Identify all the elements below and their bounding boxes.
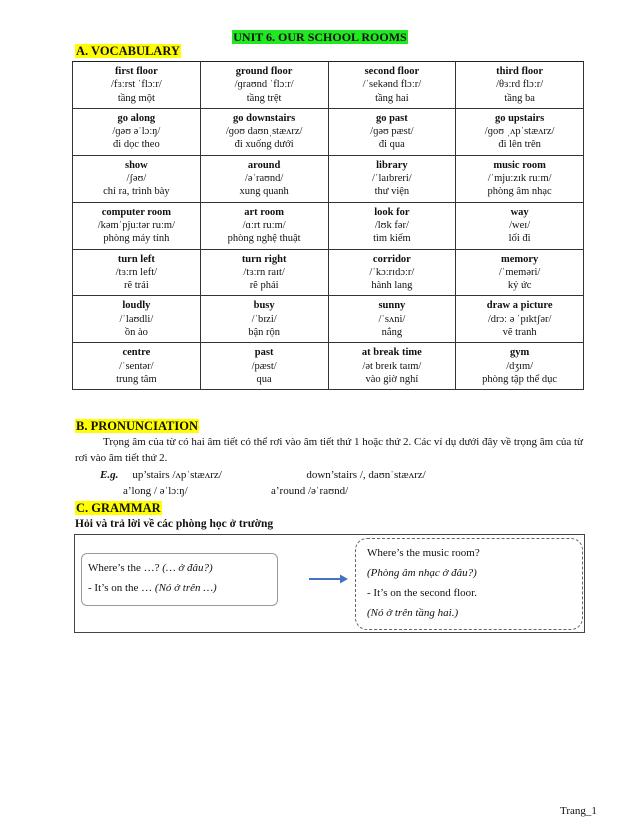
vocab-cell [73,249,201,296]
vocab-ipa: /ɡoʊ ˌʌpˈstæʌrz/ [484,126,555,138]
vocab-meaning: vẽ tranh [502,327,537,339]
vocab-word: second floor [364,66,420,77]
vocab-cell [456,296,584,343]
example-along: a’long / əˈlɔːŋ/ [123,485,188,497]
vocab-ipa: /kəmˈpjuːtər ruːm/ [97,219,176,231]
vocab-cell [200,108,328,155]
vocab-meaning: tầng hai [375,92,409,104]
vocab-word: music room [493,159,546,171]
vocab-meaning: thư viện [374,186,410,198]
vocab-cell [200,202,328,249]
vocab-word: show [124,159,148,171]
page-number: Trang_1 [560,805,597,817]
vocab-word: way [510,206,529,218]
vocab-meaning: trung tâm [116,373,157,385]
vocab-meaning: đi dọc theo [113,139,160,151]
pattern-box [81,553,278,606]
vocabulary-heading: A. VOCABULARY [76,44,180,58]
vocab-ipa: /ˈkɔːrɪdɔːr/ [369,266,415,278]
vocab-cell [73,108,201,155]
arrow-right-icon [309,573,349,585]
example-question: Where’s the music room? [367,547,480,559]
vocab-cell [328,108,456,155]
vocab-row [73,62,584,109]
vocab-meaning: đi lên trên [498,139,541,151]
vocab-meaning: phòng máy tính [103,233,170,245]
vocab-ipa: /fɜːrst ˈflɔːr/ [110,79,162,91]
vocab-word: loudly [122,300,151,312]
vocab-cell [200,296,328,343]
vocab-ipa: /ˈbɪzi/ [251,313,277,325]
vocab-word: first floor [114,66,158,77]
grammar-subheading: Hỏi và trả lời về các phòng học ở trường [75,518,274,530]
vocab-word: turn right [241,253,287,265]
vocab-meaning: rẽ phải [249,280,279,292]
vocab-meaning: tầng một [117,92,155,104]
example-line-1 [100,468,426,482]
vocab-meaning: xung quanh [239,186,289,198]
pattern-answer: - It’s on the … (Nó ở trên …) [88,582,217,594]
vocab-ipa: /dʒɪm/ [506,360,534,372]
vocab-cell [328,155,456,202]
example-box [355,538,583,630]
vocab-meaning: ồn ào [124,327,148,339]
vocab-cell [328,296,456,343]
vocab-ipa: /lʊk fər/ [374,219,409,231]
vocab-ipa: /ˈsentər/ [119,360,154,372]
example-line-2 [123,484,348,498]
vocab-word: centre [122,347,151,359]
vocab-word: draw a picture [486,300,553,312]
vocab-meaning: phòng nghệ thuật [227,233,301,245]
vocab-ipa: /ˈmeməri/ [498,266,541,278]
example-label: E.g. [100,469,119,481]
vocab-row [73,202,584,249]
vocab-row [73,343,584,390]
vocab-ipa: /ˈlaʊdli/ [119,313,154,325]
vocab-cell [73,155,201,202]
vocab-meaning: ký ức [507,280,532,292]
example-answer: - It’s on the second floor. [367,587,477,599]
vocab-row [73,249,584,296]
vocab-cell [456,155,584,202]
vocab-ipa: /ɑːrt ruːm/ [242,219,286,231]
vocab-meaning: qua [256,373,272,385]
vocab-word: memory [500,253,539,265]
vocab-cell [456,202,584,249]
vocab-ipa: /tɜːrn left/ [115,266,158,278]
vocab-cell [73,343,201,390]
vocab-cell [328,62,456,109]
vocab-meaning: đi qua [378,139,405,151]
vocab-word: go past [375,112,408,124]
vocab-word: sunny [378,300,406,312]
vocab-ipa: /ˈlaɪbreri/ [372,173,412,185]
vocab-ipa: /ɡraʊnd ˈflɔːr/ [234,79,294,91]
vocab-word: around [247,159,281,171]
vocab-meaning: bận rộn [248,327,281,339]
example-answer-vi: (Nó ở trên tầng hai.) [367,607,459,619]
vocab-ipa: /tɜːrn raɪt/ [243,266,285,278]
vocab-row [73,155,584,202]
vocab-meaning: tìm kiếm [373,233,411,245]
vocab-word: library [376,159,408,171]
vocab-word: busy [253,300,275,312]
vocab-ipa: /pæst/ [251,360,277,372]
vocab-cell [200,249,328,296]
vocab-meaning: rẽ trái [123,280,149,292]
vocab-cell [456,62,584,109]
example-upstairs: up’stairs /ʌpˈstæʌrz/ [132,469,222,481]
vocab-meaning: phòng tập thể dục [482,373,558,385]
vocab-row [73,296,584,343]
vocab-cell [328,249,456,296]
vocab-ipa: /ˈsʌni/ [378,313,406,325]
vocab-meaning: đi xuống dưới [234,139,294,151]
vocab-meaning: tầng trệt [246,92,282,104]
example-question-vi: (Phòng âm nhạc ở đâu?) [367,567,477,579]
grammar-heading: C. GRAMMAR [76,501,161,515]
vocab-cell [456,249,584,296]
vocab-ipa: /ˈmjuːzɪk ruːm/ [487,173,552,185]
vocab-word: go along [117,112,156,124]
vocab-word: gym [510,347,530,359]
vocab-cell [73,296,201,343]
vocab-cell [73,62,201,109]
vocab-ipa: /θɜːrd flɔːr/ [496,79,544,91]
vocab-row [73,108,584,155]
pronunciation-text: Trọng âm của từ có hai âm tiết có thể rơi vào âm tiết thứ 1 hoặc thứ 2. Các ví dụ dưới đây về trọng âm của từ rơi vào âm tiết thứ 2. [75,436,584,464]
vocab-cell [328,202,456,249]
vocab-ipa: /ʃəʊ/ [126,173,147,185]
vocab-ipa: /ɡoʊ daʊnˌstæʌrz/ [225,126,303,138]
vocab-ipa: /ɡəʊ əˈlɔːŋ/ [112,126,161,138]
vocab-word: art room [244,206,284,218]
vocab-word: computer room [101,206,172,218]
unit-title: UNIT 6. OUR SCHOOL ROOMS [233,30,407,44]
example-downstairs: down’stairs /, daʊnˈstæʌrz/ [306,469,426,481]
vocab-word: ground floor [235,66,293,77]
vocab-ipa: /əˈraʊnd/ [244,173,284,185]
vocab-cell [200,155,328,202]
vocab-ipa: /ɡəʊ pæst/ [370,126,414,138]
vocab-meaning: tầng ba [504,92,535,104]
vocab-ipa: /ˈsekənd flɔːr/ [362,79,422,91]
vocab-cell [456,343,584,390]
vocab-ipa: /weɪ/ [509,219,531,231]
vocab-meaning: hành lang [371,280,413,292]
vocab-cell [73,202,201,249]
vocab-ipa: /drɔː ə ˈpɪktʃər/ [487,313,552,325]
vocab-word: at break time [361,347,422,359]
vocab-cell [456,108,584,155]
vocab-meaning: vào giờ nghỉ [365,373,419,385]
vocab-meaning: lối đi [508,233,531,245]
vocab-meaning: chỉ ra, trình bày [103,186,170,198]
pronunciation-heading: B. PRONUNCIATION [76,419,198,433]
vocab-cell [328,343,456,390]
vocab-word: turn left [117,253,155,265]
vocab-meaning: phòng âm nhạc [487,186,552,198]
vocab-meaning: nắng [381,327,403,339]
vocab-word: go upstairs [494,112,545,124]
vocab-word: third floor [496,66,544,77]
vocab-cell [200,62,328,109]
vocab-word: go downstairs [233,112,296,124]
vocab-cell [200,343,328,390]
example-around: a’round /əˈraʊnd/ [271,485,349,497]
pattern-question: Where’s the …? (… ở đâu?) [88,562,213,574]
vocab-word: corridor [372,253,411,265]
vocab-word: past [254,347,274,359]
vocab-word: look for [374,206,410,218]
vocab-ipa: /ət breɪk taɪm/ [362,360,422,372]
vocabulary-table [72,61,584,390]
